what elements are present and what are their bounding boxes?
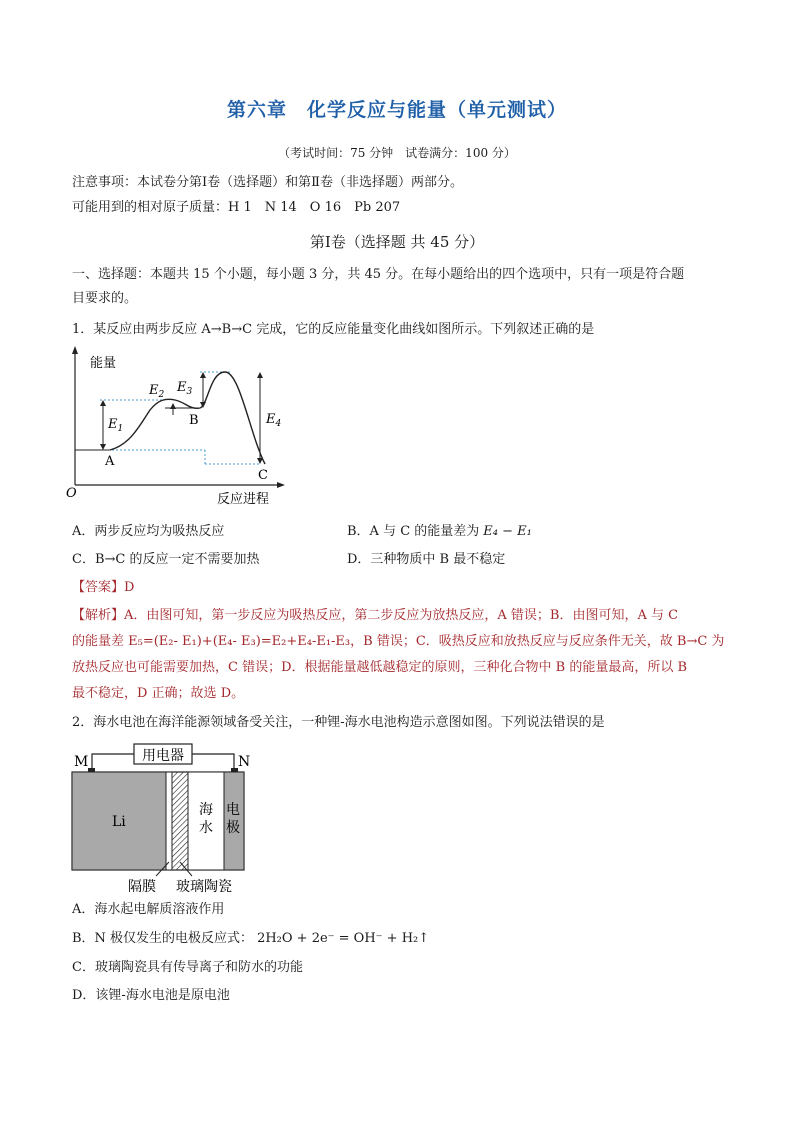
q1-analysis-line2: 的能量差 E₅=(E₂- E₁)+(E₄- E₃)=E₂+E₄-E₁-E₃，B 错误；C．吸热反应和放热反应与反应条件无关，故 B→C 为 — [72, 634, 725, 649]
x-axis-label: 反应进程 — [217, 492, 270, 507]
q1-option-a: A．两步反应均为吸热反应 — [72, 524, 225, 539]
glass-ceramic — [172, 772, 188, 870]
seawater-label-2: 水 — [199, 820, 213, 836]
n-label: N — [238, 754, 251, 770]
q2-option-d: D．该锂-海水电池是原电池 — [72, 988, 230, 1003]
q2-stem: 2．海水电池在海洋能源领域备受关注，一种锂-海水电池构造示意图如图。下列说法错误的是 — [72, 715, 605, 730]
q1-stem: 1．某反应由两步反应 A→B→C 完成，它的反应能量变化曲线如图所示。下列叙述正确的是 — [72, 322, 595, 337]
seawater-label-1: 海 — [199, 802, 213, 818]
energy-diagram — [66, 345, 290, 515]
q1-option-d: D．三种物质中 B 最不稳定 — [347, 552, 506, 567]
m-label: M — [74, 754, 89, 770]
q1-analysis-line3: 放热反应也可能需要加热，C 错误；D．根据能量越低越稳定的原则，三种化合物中 B 的能量最高，所以 B — [72, 660, 688, 675]
battery-diagram — [68, 740, 258, 895]
q2-option-b: B．N 极仅发生的电极反应式： 2H₂O + 2e⁻ = OH⁻ + H₂↑ — [72, 931, 430, 946]
li-label: Li — [112, 814, 126, 830]
membrane — [166, 772, 172, 870]
q1-option-b: B．A 与 C 的能量差为 E₄ − E₁ — [347, 524, 532, 539]
q2-option-b-formula: 2H₂O + 2e⁻ = OH⁻ + H₂↑ — [257, 931, 430, 946]
e4-label: $E_4$ — [266, 412, 282, 429]
q1-option-c: C．B→C 的反应一定不需要加热 — [72, 552, 260, 567]
point-b-label: B — [189, 413, 199, 428]
device-label: 用电器 — [142, 748, 184, 764]
wire-left — [92, 754, 134, 772]
q1-analysis-line1: 【解析】A．由图可知，第一步反应为吸热反应，第二步反应为放热反应，A 错误；B．由图可知，A 与 C — [72, 608, 679, 623]
e2-label: $E_2$ — [149, 383, 165, 400]
section1-title: 第Ⅰ卷（选择题 共 45 分） — [309, 233, 485, 251]
section1-intro-line2: 目要求的。 — [72, 291, 138, 306]
y-axis-arrow — [72, 346, 78, 354]
q2-option-a: A．海水起电解质溶液作用 — [72, 902, 225, 917]
notice: 注意事项：本试卷分第Ⅰ卷（选择题）和第Ⅱ卷（非选择题）两部分。 — [72, 175, 463, 190]
electrode-label-1: 电 — [226, 802, 240, 818]
e3-label: $E_3$ — [177, 380, 193, 397]
q2-option-c: C．玻璃陶瓷具有传导离子和防水的功能 — [72, 960, 303, 975]
ceramic-label: 玻璃陶瓷 — [176, 879, 232, 895]
point-a-label: A — [105, 454, 115, 469]
x-axis-arrow — [277, 482, 285, 488]
q1-answer: 【答案】D — [72, 580, 135, 595]
section1-intro-line1: 一、选择题：本题共 15 个小题，每小题 3 分，共 45 分。在每小题给出的四个选项中，只有一项是符合题 — [72, 267, 685, 282]
origin-label: O — [66, 486, 77, 501]
exam-info: （考试时间：75 分钟 试卷满分：100 分） — [278, 146, 516, 160]
membrane-label: 隔膜 — [128, 879, 156, 895]
q1-analysis-line4: 最不稳定，D 正确；故选 D。 — [72, 686, 245, 701]
q1-option-b-formula: E₄ − E₁ — [483, 524, 532, 539]
wire-right — [192, 754, 234, 772]
point-c-label: C — [258, 468, 268, 483]
y-axis-label: 能量 — [90, 356, 117, 371]
e1-label: $E_1$ — [108, 417, 124, 434]
electrode-label-2: 极 — [226, 820, 240, 836]
atomic-mass: 可能用到的相对原子质量：H 1 N 14 O 16 Pb 207 — [72, 200, 401, 215]
page-title: 第六章 化学反应与能量（单元测试） — [226, 99, 567, 121]
